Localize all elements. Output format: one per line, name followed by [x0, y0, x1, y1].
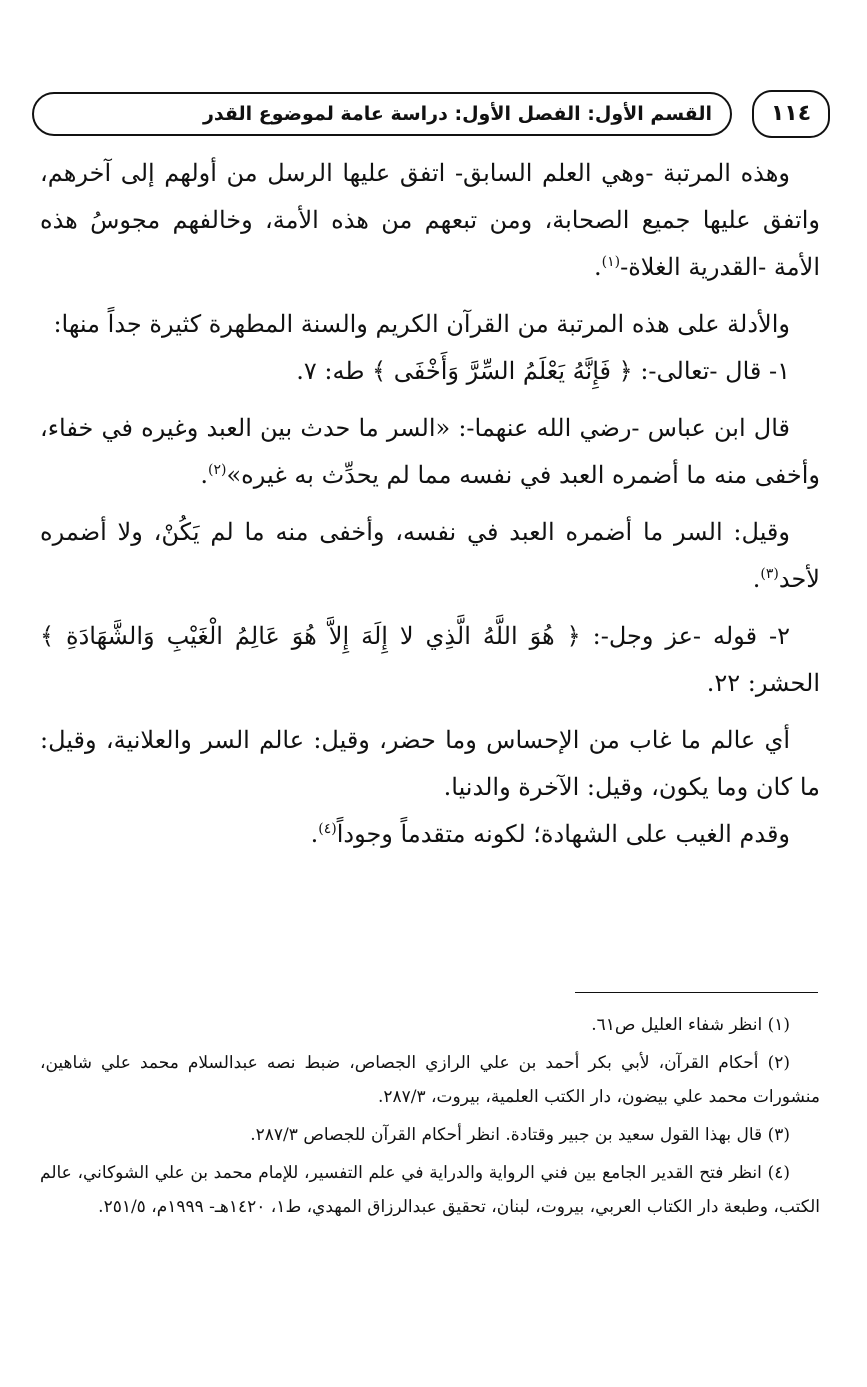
running-title: القسم الأول: الفصل الأول: دراسة عامة لموضوع القدر [32, 92, 732, 136]
paragraph-8-end: . [310, 820, 319, 848]
footnote-ref-4: (٤) [318, 821, 337, 837]
page-header [32, 90, 832, 140]
paragraph-1 [40, 150, 820, 291]
paragraph-5-end: . [752, 565, 761, 593]
paragraph-4-end: . [200, 461, 208, 489]
main-text [40, 150, 820, 858]
footnote-ref-2: (٢) [208, 462, 227, 478]
footnote-2: (٢) أحكام القرآن، لأبي بكر أحمد بن علي الرازي الجصاص، ضبط نصه عبدالسلام محمد علي شاهين، منشورات محمد علي بيضون، دار الكتب العلمية، بيروت، ٢٨٧/٣. [40, 1053, 820, 1107]
paragraph-2: والأدلة على هذه المرتبة من القرآن الكريم والسنة المطهرة كثيرة جداً منها: [53, 310, 790, 338]
paragraph-6: ٢- قوله -عز وجل-: ﴿ هُوَ اللَّهُ الَّذِي لا إِلَهَ إِلاَّ هُوَ عَالِمُ الْغَيْبِ وَالشَّهَادَةِ ﴾ الحشر: ٢٢. [40, 622, 820, 697]
paragraph-7: أي عالم ما غاب من الإحساس وما حضر، وقيل: عالم السر والعلانية، وقيل: ما كان وما يكون، وقيل: الآخرة والدنيا. [40, 726, 820, 801]
paragraph-1-end: . [594, 253, 602, 281]
paragraph-8 [40, 811, 820, 858]
paragraph-4 [40, 405, 820, 499]
footnote-separator [575, 992, 818, 993]
footnote-ref-3: (٣) [760, 566, 779, 582]
paragraph-1-text: وهذه المرتبة -وهي العلم السابق- اتفق عليها الرسل من أولهم إلى آخرهم، واتفق عليها جميع الصحابة، ومن تبعهم من هذه الأمة، وخالفهم مجوسُ هذه الأمة -القدرية الغلاة- [40, 159, 820, 281]
paragraph-8-text: وقدم الغيب على الشهادة؛ لكونه متقدماً وجوداً [336, 820, 790, 848]
footnote-ref-1: (١) [601, 254, 621, 270]
footnote-3: (٣) قال بهذا القول سعيد بن جبير وقتادة. انظر أحكام القرآن للجصاص ٢٨٧/٣. [250, 1125, 790, 1145]
footnote-4: (٤) انظر فتح القدير الجامع بين فني الرواية والدراية في علم التفسير، للإمام محمد بن علي الشوكاني، عالم الكتب، وطبعة دار الكتاب العربي، بيروت، لبنان، تحقيق عبدالرزاق المهدي، ط١، ١٤٢٠هـ- ١٩٩٩م، ٢٥١/٥. [40, 1163, 820, 1217]
footnotes [40, 1008, 820, 1228]
footnote-1: (١) انظر شفاء العليل ص٦١. [591, 1015, 790, 1035]
page-number: ١١٤ [752, 90, 830, 138]
paragraph-4-text: قال ابن عباس -رضي الله عنهما-: «السر ما حدث بين العبد وغيره في خفاء، وأخفى منه ما أضمره العبد في نفسه مما لم يحدِّث به غيره» [40, 414, 820, 489]
paragraph-5 [40, 509, 820, 603]
paragraph-3: ١- قال -تعالى-: ﴿ فَإِنَّهُ يَعْلَمُ السِّرَّ وَأَخْفَى ﴾ طه: ٧. [296, 357, 790, 385]
paragraph-5-text: وقيل: السر ما أضمره العبد في نفسه، وأخفى منه ما لم يَكُنْ، ولا أضمره لأحد [40, 518, 820, 593]
